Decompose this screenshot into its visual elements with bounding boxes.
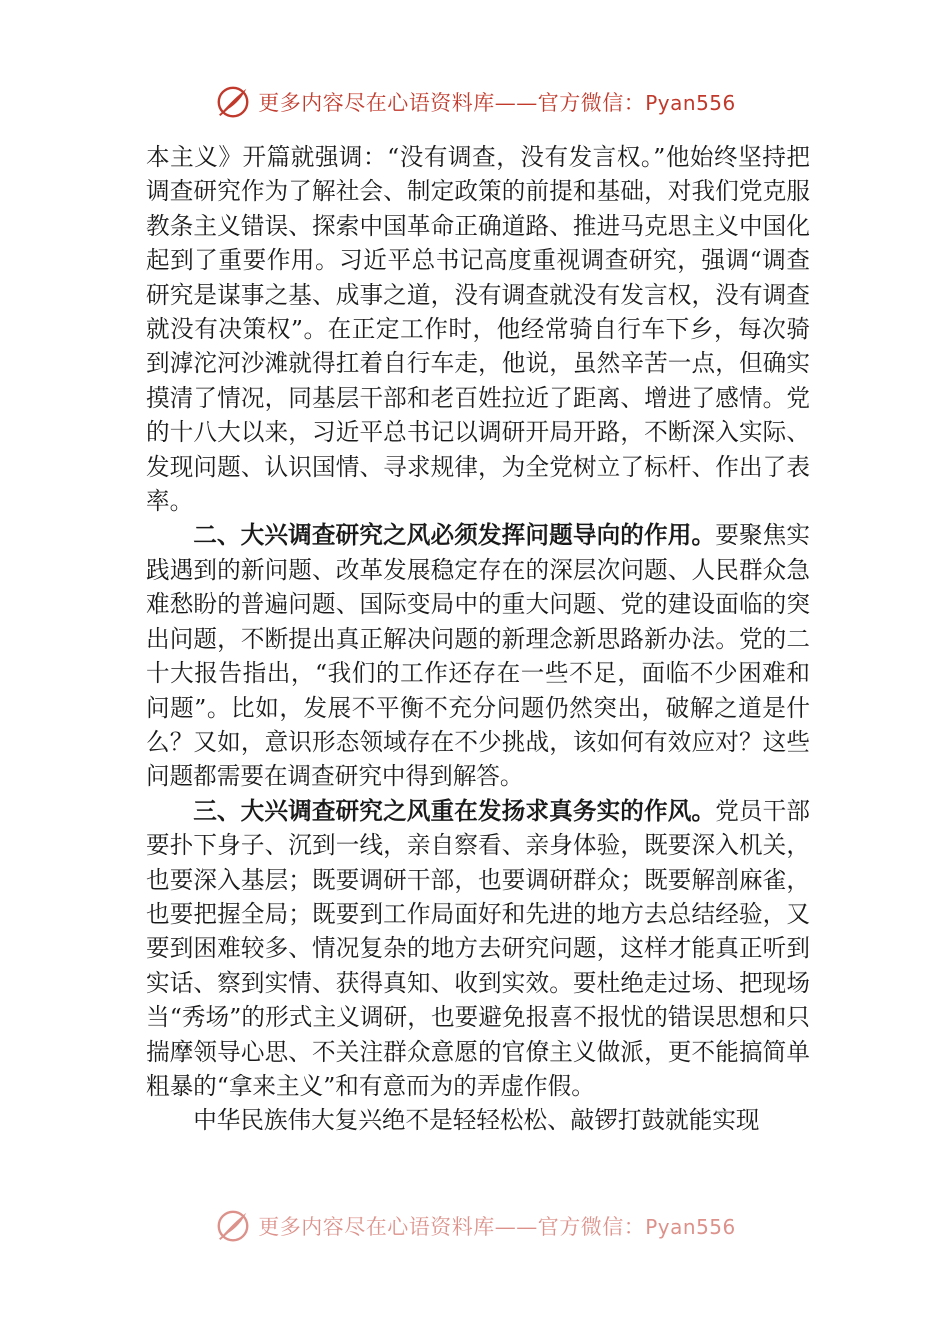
document-body <box>146 140 810 1138</box>
section-heading: 三、大兴调查研究之风重在发扬求真务实的作风。 <box>193 796 716 825</box>
paragraph: 二、大兴调查研究之风必须发挥问题导向的作用。要聚焦实践遇到的新问题、改革发展稳定存在的深层次问题、人民群众急难愁盼的普遍问题、国际变局中的重大问题、党的建设面临的突出问题，不断提出真正解决问题的新理念新思路新办法。党的二十大报告指出，“我们的工作还存在一些不足，面临不少困难和问题”。比如，发展不平衡不充分问题仍然突出，破解之道是什么？又如，意识形态领域存在不少挑战，该如何有效应对？这些问题都需要在调查研究中得到解答。 <box>146 521 810 791</box>
paragraph: 本主义》开篇就强调：“没有调查，没有发言权。”他始终坚持把调查研究作为了解社会、制定政策的前提和基础，对我们党克服教条主义错误、探索中国革命正确道路、推进马克思主义中国化起到了重要作用。习近平总书记高度重视调查研究，强调“调查研究是谋事之基、成事之道，没有调查就没有发言权，没有调查就没有决策权”。在正定工作时，他经常骑自行车下乡，每次骑到滹沱河沙滩就得扛着自行车走，他说，虽然辛苦一点，但确实摸清了情况，同基层干部和老百姓拉近了距离、增进了感情。党的十八大以来，习近平总书记以调研开局开路，不断深入实际、发现问题、认识国情、寻求规律，为全党树立了标杆、作出了表率。 <box>146 143 810 516</box>
section-heading: 二、大兴调查研究之风必须发挥问题导向的作用。 <box>193 521 716 550</box>
paragraph: 三、大兴调查研究之风重在发扬求真务实的作风。党员干部要扑下身子、沉到一线，亲自察看、亲身体验，既要深入机关，也要深入基层；既要调研干部，也要调研群众；既要解剖麻雀，也要把握全局；既要到工作局面好和先进的地方去总结经验，又要到困难较多、情况复杂的地方去研究问题，这样才能真正听到实话、察到实情、获得真知、收到实效。要杜绝走过场、把现场当“秀场”的形式主义调研，也要避免报喜不报忧的错误思想和只揣摩领导心思、不关注群众意愿的官僚主义做派，更不能搞简单粗暴的“拿来主义”和有意而为的弄虚作假。 <box>146 796 810 1100</box>
paragraph: 中华民族伟大复兴绝不是轻轻松松、敲锣打鼓就能实现 <box>193 1106 760 1135</box>
quill-logo-icon <box>214 1207 252 1245</box>
watermark-header <box>0 82 950 122</box>
watermark-text: 更多内容尽在心语资料库——官方微信：Pyan556 <box>258 91 736 115</box>
quill-logo-icon <box>214 83 252 121</box>
watermark-text: 更多内容尽在心语资料库——官方微信：Pyan556 <box>258 1215 736 1239</box>
watermark-footer <box>0 1206 950 1246</box>
